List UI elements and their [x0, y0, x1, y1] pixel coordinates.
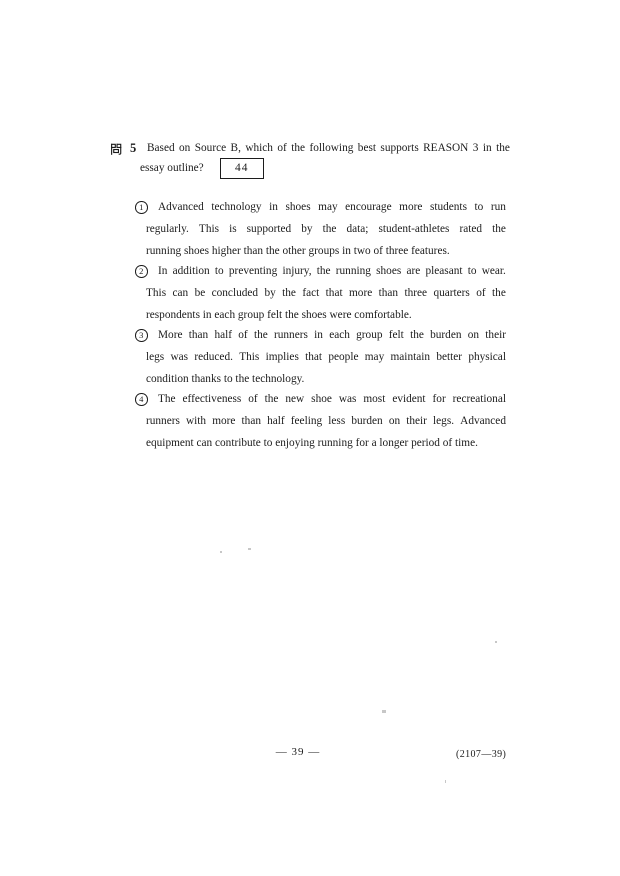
question-kanji-mon-icon [109, 142, 123, 156]
option-4-line-2: runners with more than half feeling less burden on their legs. Advanced [146, 415, 506, 427]
options-list [139, 196, 506, 452]
answer-number-box: 44 [220, 158, 264, 179]
option-2-line-1: In addition to preventing injury, the running shoes are pleasant to wear. [158, 265, 506, 277]
option-1-line-2: regularly. This is supported by the data; student-athletes rated the [146, 223, 506, 235]
option-2 [139, 260, 506, 326]
scan-speck [445, 780, 446, 783]
option-4 [139, 388, 506, 454]
option-4-line-3: equipment can contribute to enjoying running for a longer period of time. [146, 437, 478, 449]
option-2-number: 2 [139, 266, 144, 276]
question-kanji-text: 問 [109, 148, 110, 149]
circled-number-2-icon [135, 265, 148, 278]
scan-speck [382, 710, 386, 713]
question-number: 5 [130, 141, 137, 155]
circled-number-1-icon [135, 201, 148, 214]
option-3-line-3: condition thanks to the technology. [146, 373, 305, 385]
scan-speck [248, 548, 251, 550]
option-3-number: 3 [139, 330, 144, 340]
option-3 [139, 324, 506, 390]
option-2-line-2: This can be concluded by the fact that more than three quarters of the [146, 287, 506, 299]
option-1-number: 1 [139, 202, 144, 212]
circled-number-4-icon [135, 393, 148, 406]
option-1-line-1: Advanced technology in shoes may encourage more students to run [158, 201, 506, 213]
scan-speck [495, 641, 497, 643]
question-text-line2: essay outline? [140, 162, 204, 174]
option-3-line-1: More than half of the runners in each group felt the burden on their [158, 329, 506, 341]
option-1-line-3: running shoes higher than the other groups in two of three features. [146, 245, 450, 257]
option-4-number: 4 [139, 394, 144, 404]
option-3-line-2: legs was reduced. This implies that people may maintain better physical [146, 351, 506, 363]
question-text-line1: Based on Source B, which of the following best supports REASON 3 in the [147, 142, 510, 154]
option-2-line-3: respondents in each group felt the shoes were comfortable. [146, 309, 412, 321]
form-code: (2107—39) [456, 749, 507, 760]
option-4-line-1: The effectiveness of the new shoe was most evident for recreational [158, 393, 506, 405]
circled-number-3-icon [135, 329, 148, 342]
page-number: — 39 — [275, 746, 321, 758]
option-1 [139, 196, 506, 262]
question-text-line2-row [140, 156, 264, 180]
question-label [109, 141, 136, 156]
scan-speck [220, 551, 222, 553]
